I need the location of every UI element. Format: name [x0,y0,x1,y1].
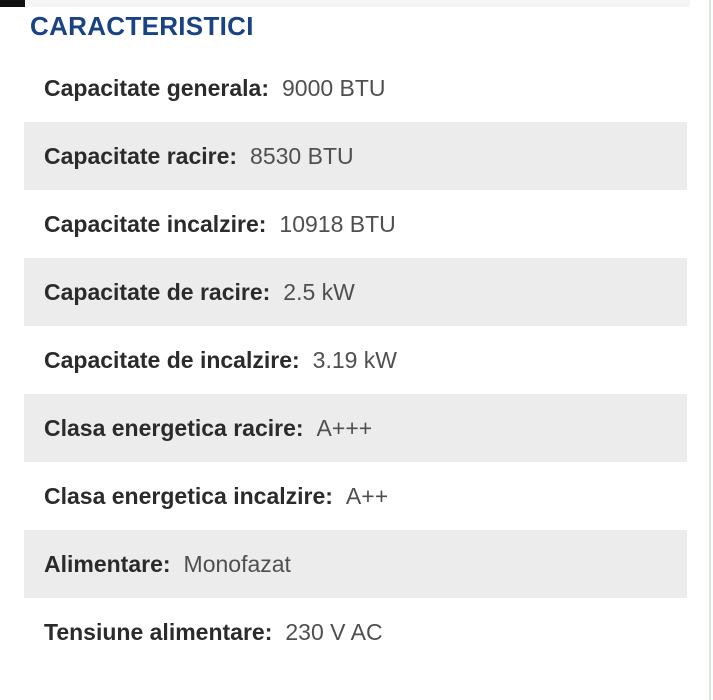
spec-value: 230 V AC [285,618,383,645]
spec-row [24,462,687,530]
spec-label: Clasa energetica incalzire: [44,482,333,509]
spec-value: A++ [345,482,389,509]
spec-row [24,394,687,462]
spec-label: Clasa energetica racire: [44,414,304,441]
spec-label: Tensiune alimentare: [44,618,273,645]
spec-row [24,530,687,598]
spec-label: Capacitate generala: [44,74,269,101]
spec-row [24,54,687,122]
section-heading: CARACTERISTICI [30,11,254,41]
spec-row [24,326,687,394]
page-edge-line [709,0,711,700]
spec-value: 2.5 kW [283,278,355,305]
spec-row [24,122,687,190]
spec-value: 9000 BTU [281,74,386,101]
spec-label: Alimentare: [44,550,171,577]
dark-edge-fragment [0,0,25,7]
spec-value: 10918 BTU [279,210,396,237]
spec-value: A+++ [316,414,373,441]
previous-section-edge [0,0,713,7]
spec-label: Capacitate racire: [44,142,238,169]
spec-value: Monofazat [183,550,291,577]
spec-label: Capacitate de incalzire: [44,346,300,373]
spec-row [24,190,687,258]
spec-value: 8530 BTU [250,142,354,169]
spec-row [24,598,687,666]
spec-label: Capacitate incalzire: [44,210,267,237]
spec-label: Capacitate de racire: [44,278,271,305]
spec-row [24,258,687,326]
spec-value: 3.19 kW [312,346,398,373]
gray-edge-fragment [25,0,690,7]
spec-table [24,54,687,666]
